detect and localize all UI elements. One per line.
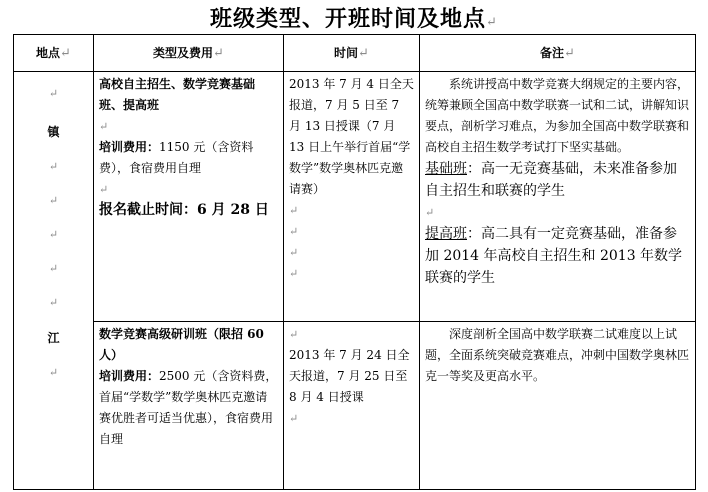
note-cell xyxy=(420,322,696,490)
header-type-fee: 类型及费用↵ xyxy=(94,35,284,72)
schedule-table xyxy=(13,34,696,490)
location-char: 江 xyxy=(47,331,60,345)
time-cell: ↵ 2013 年 7 月 24 日全天报道，7 月 25 日至 8 月 4 日授课 ↵ xyxy=(284,322,420,490)
fee-line: 培训费用：1150 元（含资料费），食宿费用自理 xyxy=(99,140,254,175)
note-cell: 系统讲授高中数学竞赛大纲规定的主要内容，统筹兼顾全国高中数学联赛一试和二试，讲解知识要点，剖析学习难点，为参加全国高中数学联赛和高校自主招生数学考试打下坚实基础。 基础班：高一无竞赛基础，未来准备参加自主招生和联赛的学生 ↵ 提高班：高二具有一定竞赛基础，准备参加 2014 年高校自主招生和 2013 年数学联赛的学生 xyxy=(420,72,696,322)
header-row xyxy=(14,35,696,72)
time-text: 2013 年 7 月 4 日全天报道，7 月 5 日至 7 月 13 日授课（7 月 13 日上午举行首届“学数学”数学奥林匹克邀请赛） xyxy=(289,77,414,196)
table-row xyxy=(14,72,696,322)
type-fee-cell: 高校自主招生、数学竞赛基础班、提高班 ↵ 培训费用：1150 元（含资料费），食宿费用自理 ↵ 报名截止时间：6 月 28 日 xyxy=(94,72,284,322)
time-cell: 2013 年 7 月 4 日全天报道，7 月 5 日至 7 月 13 日授课（7 月 13 日上午举行首届“学数学”数学奥林匹克邀请赛） ↵ ↵ ↵ ↵ xyxy=(284,72,420,322)
fee-line: 培训费用：2500 元（含资料费，首届“学数学”数学奥林匹克邀请赛优胜者可适当优惠），食宿费用自理 xyxy=(99,369,278,446)
table-row xyxy=(14,322,696,490)
note-intro: 系统讲授高中数学竞赛大纲规定的主要内容，统筹兼顾全国高中数学联赛一试和二试，讲解知识要点，剖析学习难点，为参加全国高中数学联赛和高校自主招生数学考试打下坚实基础。 xyxy=(425,77,690,154)
basic-class-note: 基础班：高一无竞赛基础，未来准备参加自主招生和联赛的学生 xyxy=(425,161,677,199)
return-mark: ↵ xyxy=(486,15,498,30)
location-char: 镇 xyxy=(47,125,60,139)
header-note: 备注↵ xyxy=(420,35,696,72)
deadline: 报名截止时间：6 月 28 日 xyxy=(99,202,269,218)
title-text: 班级类型、开班时间及地点 xyxy=(210,6,487,32)
note-intro: 深度剖析全国高中数学联赛二试难度以上试题，全面系统突破竞赛难点，冲刺中国数学奥林匹克一等奖及更高水平。 xyxy=(425,327,690,383)
class-name: 高校自主招生、数学竞赛基础班、提高班 xyxy=(99,77,256,112)
header-time: 时间↵ xyxy=(284,35,420,72)
advanced-class-note: 提高班：高二具有一定竞赛基础，准备参加 2014 年高校自主招生和 2013 年数学联赛的学生 xyxy=(425,226,683,286)
header-location: 地点↵ xyxy=(14,35,94,72)
document-title xyxy=(0,2,708,33)
time-text: 2013 年 7 月 24 日全天报道，7 月 25 日至 8 月 4 日授课 xyxy=(289,348,410,404)
location-cell: ↵ 镇 ↵ ↵ ↵ ↵ ↵ 江 ↵ xyxy=(14,72,94,490)
type-fee-cell xyxy=(94,322,284,490)
class-name: 数学竞赛高级研训班（限招 60 人） xyxy=(99,327,264,362)
